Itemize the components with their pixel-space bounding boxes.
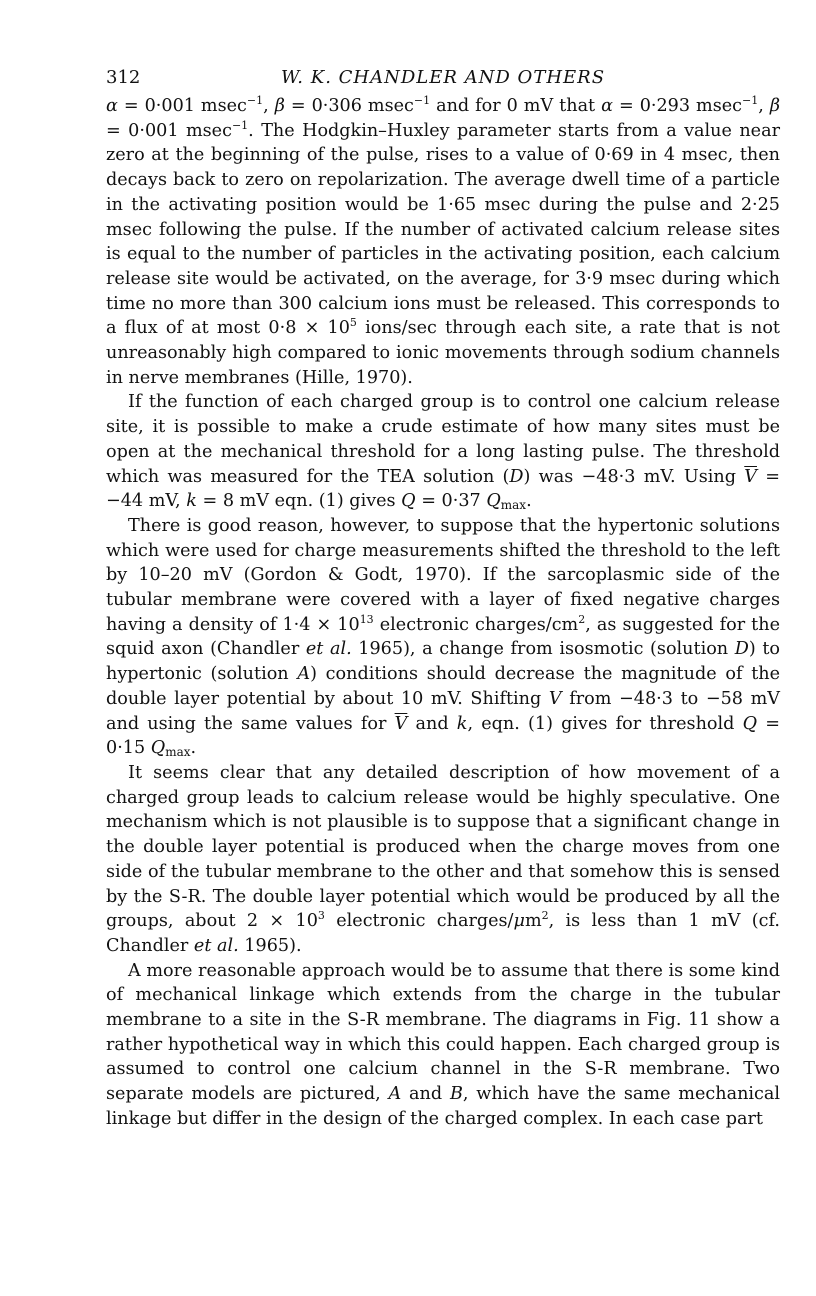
paragraph-4: It seems clear that any detailed description of how movement of a charged group leads to calcium release would be highly speculative. One mechanism which is not plausible is to suppose that a significant change in the double layer potential is produced when the charge moves from one side of the tubular membrane to the other and that somehow this is sensed by the S-R. The double layer potential which would be produced by all the groups, about $2 \times 10^3$ electronic charges/$\mu m^2$, is less than 1 mV (cf. Chandler et al. 1965). (106, 762, 781, 956)
page (106, 66, 780, 1132)
page-number: 312 (106, 67, 141, 88)
page-header (106, 66, 780, 94)
running-head: W. K. CHANDLER AND OTHERS (280, 67, 606, 88)
paragraph-5: A more reasonable approach would be to assume that there is some kind of mechanical linkage which extends from the charge in the tubular membrane to a site in the S-R membrane. The diagrams in Fig. 11 show a rather hypothetical way in which this could happen. Each charged group is assumed to control one calcium channel in the S-R membrane. Two separate models are pictured, A and B, which have the same mechanical linkage but differ in the design of the charged complex. In each case part (106, 960, 780, 1129)
paragraph-1: α = 0·001 msec$^{-1}$, β = 0·306 msec$^{-1}$ and for 0 mV that α = 0·293 msec$^{-1}$, β = 0·001 msec$^{-1}$. The Hodgkin–Huxley parameter starts from a value near zero at the beginning of the pulse, rises to a value of 0·69 in 4 msec, then decays back to zero on repolarization. The average dwell time of a particle in the activating position would be 1·65 msec during the pulse and 2·25 msec following the pulse. If the number of activated calcium release sites is equal to the number of particles in the activating position, each calcium release site would be activated, on the average, for 3·9 msec during which time no more than 300 calcium ions must be released. This corresponds to a flux of at most $0\cdot 8 \times 10^5$ ions/sec through each site, a rate that is not unreasonably high compared to ionic movements through sodium channels in nerve membranes (Hille, 1970). (106, 94, 780, 388)
paragraph-3: There is good reason, however, to suppose that the hypertonic solutions which were used for charge measurements shifted the threshold to the left by 10–20 mV (Gordon & Godt, 1970). If the sarcoplasmic side of the tubular membrane were covered with a layer of fixed negative charges having a density of $1\cdot 4 \times 10^{13}$ electronic charges/$cm^2$, as suggested for the squid axon (Chandler et al. 1965), a change from isosmotic (solution D) to hypertonic (solution A) conditions should decrease the magnitude of the double layer potential by about 10 mV. Shifting V from −48·3 to −58 mV and using the same values for $\overline{V}$ and k, eqn. (1) gives for threshold Q = 0·15 $Q_{max}$. (106, 515, 781, 760)
paragraph-2: If the function of each charged group is to control one calcium release site, it is possible to make a crude estimate of how many sites must be open at the mechanical threshold for a long lasting pulse. The threshold which was measured for the TEA solution (D) was −48·3 mV. Using $\overline{V} = -44$ mV, k = 8 mV eqn. (1) gives Q = 0·37 $Q_{max}$. (106, 392, 780, 513)
